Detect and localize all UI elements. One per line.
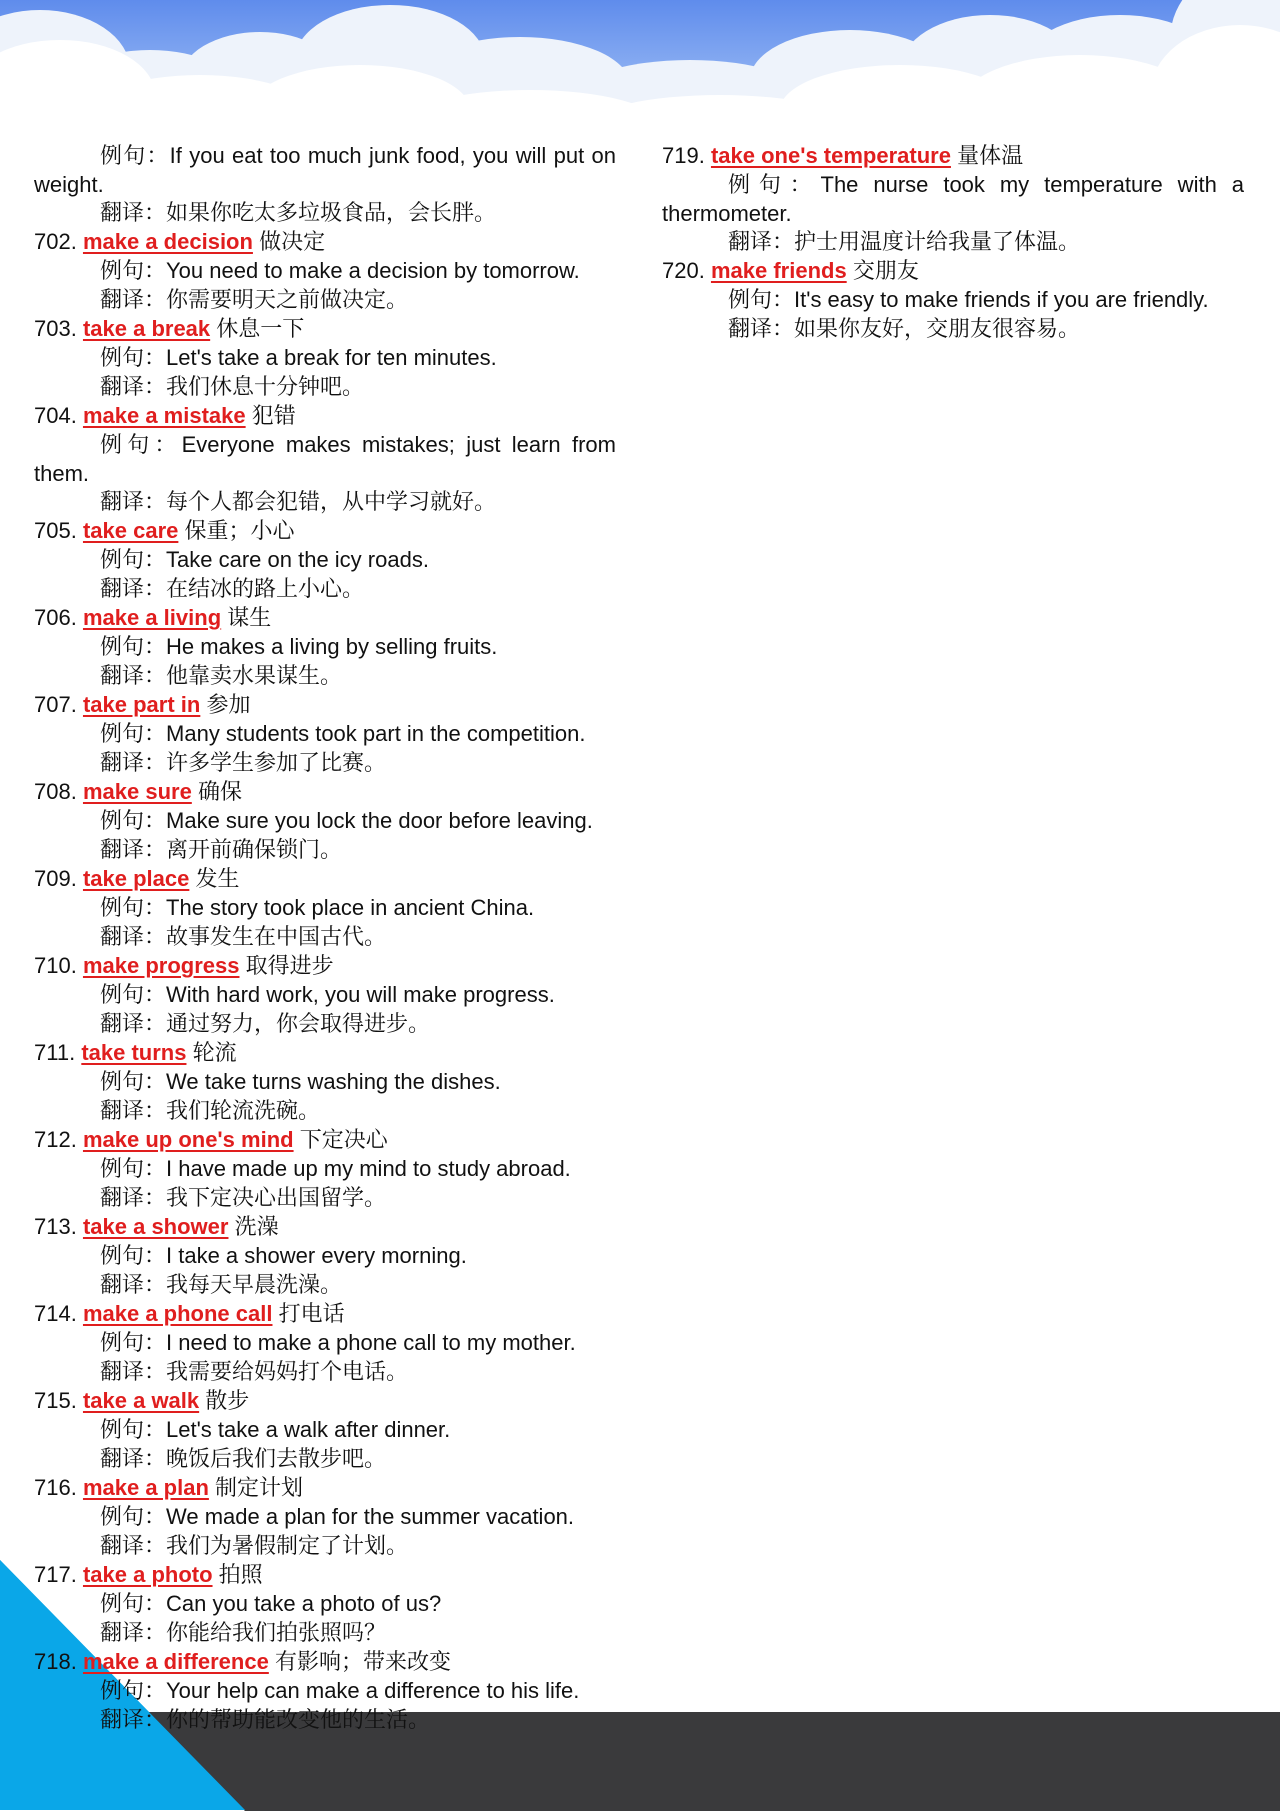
vocab-entry-707 — [34, 691, 616, 778]
example-sentence — [34, 807, 616, 836]
example-sentence — [34, 1677, 616, 1706]
translation-line — [34, 1184, 616, 1213]
phrase-text: take a walk — [82, 1388, 200, 1413]
example-text: If you eat too much junk food, you will put on weight. — [34, 143, 616, 197]
example-label: 例句： — [100, 983, 167, 1008]
vocab-entry-710 — [34, 952, 616, 1039]
example-label: 例句： — [100, 635, 167, 660]
example-text: He makes a living by selling fruits. — [166, 634, 498, 659]
entry-number: 719. — [662, 143, 705, 168]
example-sentence — [34, 720, 616, 749]
entry-number: 705. — [34, 518, 77, 543]
example-label: 例句： — [728, 288, 795, 313]
phrase-text: make a decision — [82, 229, 253, 254]
entry-number: 708. — [34, 779, 77, 804]
vocab-entry-717 — [34, 1561, 616, 1648]
example-label: 例句： — [100, 1070, 167, 1095]
example-text: Let's take a walk after dinner. — [166, 1417, 451, 1442]
phrase-text: take turns — [81, 1040, 187, 1065]
example-label: 例句： — [100, 548, 167, 573]
example-text: Many students took part in the competition. — [166, 721, 586, 746]
entry-number: 718. — [34, 1649, 77, 1674]
example-sentence — [34, 1329, 616, 1358]
translation-label: 翻译： — [100, 490, 167, 515]
phrase-text: make a phone call — [82, 1301, 273, 1326]
translation-text: 他靠卖水果谋生。 — [166, 664, 343, 689]
translation-line — [34, 1358, 616, 1387]
entry-number: 707. — [34, 692, 77, 717]
translation-label: 翻译： — [728, 317, 795, 342]
translation-line — [34, 575, 616, 604]
phrase-text: take a photo — [82, 1562, 213, 1587]
translation-line — [34, 373, 616, 402]
example-sentence — [34, 1155, 616, 1184]
phrase-text: make progress — [82, 953, 240, 978]
example-label: 例句： — [100, 1331, 167, 1356]
phrase-meaning: 参加 — [206, 693, 251, 718]
example-sentence — [662, 286, 1244, 315]
example-label: 例句： — [100, 1505, 167, 1530]
translation-label: 翻译： — [100, 1708, 167, 1733]
vocab-entry-716 — [34, 1474, 616, 1561]
phrase-meaning: 有影响；带来改变 — [274, 1650, 451, 1675]
vocab-entry-701-continued — [34, 142, 616, 228]
phrase-text: make a difference — [82, 1649, 269, 1674]
entry-heading — [662, 257, 1244, 286]
entry-number: 713. — [34, 1214, 77, 1239]
cloud-header-banner — [0, 0, 1280, 135]
example-sentence — [34, 142, 616, 199]
translation-line — [34, 923, 616, 952]
example-label: 例句： — [100, 1418, 167, 1443]
entry-number: 715. — [34, 1388, 77, 1413]
translation-text: 你需要明天之前做决定。 — [166, 288, 409, 313]
entry-heading — [34, 778, 616, 807]
translation-label: 翻译： — [100, 375, 167, 400]
example-text: Make sure you lock the door before leaving. — [166, 808, 593, 833]
entry-heading — [34, 952, 616, 981]
vocab-entry-705 — [34, 517, 616, 604]
entry-number: 714. — [34, 1301, 77, 1326]
phrase-meaning: 休息一下 — [216, 317, 305, 342]
vocab-entry-714 — [34, 1300, 616, 1387]
translation-line — [662, 315, 1244, 344]
example-text: With hard work, you will make progress. — [166, 982, 555, 1007]
example-label: 例句： — [728, 173, 821, 198]
phrase-meaning: 拍照 — [218, 1563, 263, 1588]
phrase-meaning: 散步 — [205, 1389, 250, 1414]
translation-text: 我下定决心出国留学。 — [166, 1186, 387, 1211]
phrase-text: make sure — [82, 779, 192, 804]
phrase-meaning: 轮流 — [192, 1041, 237, 1066]
example-sentence — [34, 546, 616, 575]
translation-text: 离开前确保锁门。 — [166, 838, 343, 863]
phrase-meaning: 发生 — [195, 867, 240, 892]
phrase-meaning: 做决定 — [259, 230, 326, 255]
translation-text: 如果你吃太多垃圾食品，会长胖。 — [166, 201, 497, 226]
phrase-meaning: 谋生 — [227, 606, 272, 631]
entry-heading — [34, 1648, 616, 1677]
translation-line — [34, 1097, 616, 1126]
phrase-text: take a shower — [82, 1214, 229, 1239]
vocab-entry-715 — [34, 1387, 616, 1474]
translation-text: 在结冰的路上小心。 — [166, 577, 365, 602]
vocab-entry-720 — [662, 257, 1244, 344]
vocab-entry-709 — [34, 865, 616, 952]
translation-text: 故事发生在中国古代。 — [166, 925, 387, 950]
entry-number: 710. — [34, 953, 77, 978]
example-text: The story took place in ancient China. — [166, 895, 535, 920]
phrase-text: take place — [82, 866, 190, 891]
example-text: Let's take a break for ten minutes. — [166, 345, 497, 370]
phrase-meaning: 取得进步 — [245, 954, 334, 979]
phrase-meaning: 保重；小心 — [184, 519, 295, 544]
phrase-meaning: 交朋友 — [852, 259, 919, 284]
vocab-entry-719 — [662, 142, 1244, 257]
phrase-meaning: 确保 — [197, 780, 242, 805]
example-sentence — [34, 344, 616, 373]
example-label: 例句： — [100, 433, 182, 458]
translation-label: 翻译： — [100, 1273, 167, 1298]
example-text: We made a plan for the summer vacation. — [166, 1504, 575, 1529]
translation-label: 翻译： — [100, 664, 167, 689]
translation-label: 翻译： — [100, 288, 167, 313]
vocab-entry-702 — [34, 228, 616, 315]
entry-heading — [34, 1039, 616, 1068]
example-label: 例句： — [100, 1679, 167, 1704]
translation-label: 翻译： — [100, 1621, 167, 1646]
translation-label: 翻译： — [100, 1360, 167, 1385]
translation-text: 通过努力，你会取得进步。 — [166, 1012, 431, 1037]
example-text: Take care on the icy roads. — [166, 547, 429, 572]
example-text: I need to make a phone call to my mother. — [166, 1330, 576, 1355]
example-label: 例句： — [100, 896, 167, 921]
translation-label: 翻译： — [100, 1186, 167, 1211]
entry-heading — [34, 1126, 616, 1155]
translation-label: 翻译： — [100, 1012, 167, 1037]
phrase-text: take care — [82, 518, 179, 543]
example-label: 例句： — [100, 1244, 167, 1269]
example-label: 例句： — [100, 1157, 167, 1182]
entry-heading — [34, 604, 616, 633]
vocab-entry-712 — [34, 1126, 616, 1213]
phrase-text: make friends — [710, 258, 847, 283]
entry-number: 703. — [34, 316, 77, 341]
translation-text: 我们为暑假制定了计划。 — [166, 1534, 409, 1559]
entry-heading — [662, 142, 1244, 171]
entry-heading — [34, 228, 616, 257]
example-label: 例句： — [100, 809, 167, 834]
example-text: It's easy to make friends if you are friendly. — [794, 287, 1209, 312]
translation-line — [34, 286, 616, 315]
example-label: 例句： — [100, 722, 167, 747]
phrase-meaning: 量体温 — [957, 144, 1024, 169]
entry-number: 709. — [34, 866, 77, 891]
entry-heading — [34, 1561, 616, 1590]
phrase-meaning: 洗澡 — [234, 1215, 279, 1240]
translation-label: 翻译： — [100, 201, 167, 226]
phrase-meaning: 犯错 — [251, 404, 296, 429]
example-text: I have made up my mind to study abroad. — [166, 1156, 571, 1181]
example-sentence — [34, 257, 616, 286]
translation-label: 翻译： — [100, 1534, 167, 1559]
translation-label: 翻译： — [100, 1099, 167, 1124]
phrase-meaning: 下定决心 — [299, 1128, 388, 1153]
entry-heading — [34, 517, 616, 546]
translation-line — [662, 228, 1244, 257]
example-label: 例句： — [100, 1592, 167, 1617]
translation-text: 如果你友好，交朋友很容易。 — [794, 317, 1081, 342]
phrase-text: make a living — [82, 605, 222, 630]
example-sentence — [34, 633, 616, 662]
phrase-text: make a mistake — [82, 403, 246, 428]
translation-text: 许多学生参加了比赛。 — [166, 751, 387, 776]
vocab-entry-718 — [34, 1648, 616, 1735]
example-sentence — [34, 981, 616, 1010]
example-sentence — [662, 171, 1244, 228]
example-text: The nurse took my temperature with a thermometer. — [662, 172, 1244, 226]
translation-line — [34, 199, 616, 228]
entry-heading — [34, 1387, 616, 1416]
entry-heading — [34, 315, 616, 344]
translation-label: 翻译： — [100, 1447, 167, 1472]
translation-text: 我们轮流洗碗。 — [166, 1099, 321, 1124]
translation-text: 我需要给妈妈打个电话。 — [166, 1360, 409, 1385]
entry-number: 702. — [34, 229, 77, 254]
translation-line — [34, 836, 616, 865]
translation-text: 我们休息十分钟吧。 — [166, 375, 365, 400]
vocab-entry-703 — [34, 315, 616, 402]
entry-heading — [34, 402, 616, 431]
entry-number: 712. — [34, 1127, 77, 1152]
example-sentence — [34, 1590, 616, 1619]
left-column — [34, 142, 616, 1735]
phrase-meaning: 打电话 — [278, 1302, 345, 1327]
entry-heading — [34, 1474, 616, 1503]
example-sentence — [34, 1068, 616, 1097]
translation-label: 翻译： — [728, 230, 795, 255]
entry-number: 704. — [34, 403, 77, 428]
entry-number: 716. — [34, 1475, 77, 1500]
translation-text: 护士用温度计给我量了体温。 — [794, 230, 1081, 255]
example-label: 例句： — [100, 259, 167, 284]
right-column — [662, 142, 1244, 344]
phrase-text: take part in — [82, 692, 201, 717]
entry-number: 717. — [34, 1562, 77, 1587]
vocab-entry-713 — [34, 1213, 616, 1300]
example-text: You need to make a decision by tomorrow. — [166, 258, 580, 283]
example-text: We take turns washing the dishes. — [166, 1069, 501, 1094]
phrase-meaning: 制定计划 — [215, 1476, 304, 1501]
translation-label: 翻译： — [100, 925, 167, 950]
example-text: Your help can make a difference to his life. — [166, 1678, 580, 1703]
translation-text: 你的帮助能改变他的生活。 — [166, 1708, 431, 1733]
entry-number: 711. — [34, 1040, 76, 1065]
example-text: Everyone makes mistakes; just learn from them. — [34, 432, 616, 486]
example-sentence — [34, 431, 616, 488]
translation-label: 翻译： — [100, 751, 167, 776]
entry-heading — [34, 1300, 616, 1329]
translation-text: 晚饭后我们去散步吧。 — [166, 1447, 387, 1472]
translation-line — [34, 662, 616, 691]
entry-heading — [34, 1213, 616, 1242]
example-sentence — [34, 894, 616, 923]
vocab-entry-704 — [34, 402, 616, 517]
phrase-text: take a break — [82, 316, 211, 341]
example-text: I take a shower every morning. — [166, 1243, 467, 1268]
example-sentence — [34, 1242, 616, 1271]
translation-line — [34, 1271, 616, 1300]
example-sentence — [34, 1503, 616, 1532]
phrase-text: take one's temperature — [710, 143, 951, 168]
phrase-text: make up one's mind — [82, 1127, 294, 1152]
example-label: 例句： — [100, 346, 167, 371]
entry-heading — [34, 865, 616, 894]
translation-label: 翻译： — [100, 577, 167, 602]
translation-line — [34, 1445, 616, 1474]
translation-label: 翻译： — [100, 838, 167, 863]
example-label: 例句： — [100, 144, 170, 169]
translation-text: 每个人都会犯错，从中学习就好。 — [166, 490, 497, 515]
entry-heading — [34, 691, 616, 720]
translation-text: 你能给我们拍张照吗？ — [166, 1621, 387, 1646]
translation-line — [34, 488, 616, 517]
phrase-text: make a plan — [82, 1475, 209, 1500]
example-text: Can you take a photo of us? — [166, 1591, 442, 1616]
vocab-entry-711 — [34, 1039, 616, 1126]
vocab-entry-708 — [34, 778, 616, 865]
translation-text: 我每天早晨洗澡。 — [166, 1273, 343, 1298]
translation-line — [34, 749, 616, 778]
translation-line — [34, 1619, 616, 1648]
entry-number: 706. — [34, 605, 77, 630]
entry-number: 720. — [662, 258, 705, 283]
translation-line — [34, 1706, 616, 1735]
translation-line — [34, 1010, 616, 1039]
example-sentence — [34, 1416, 616, 1445]
vocab-entry-706 — [34, 604, 616, 691]
translation-line — [34, 1532, 616, 1561]
